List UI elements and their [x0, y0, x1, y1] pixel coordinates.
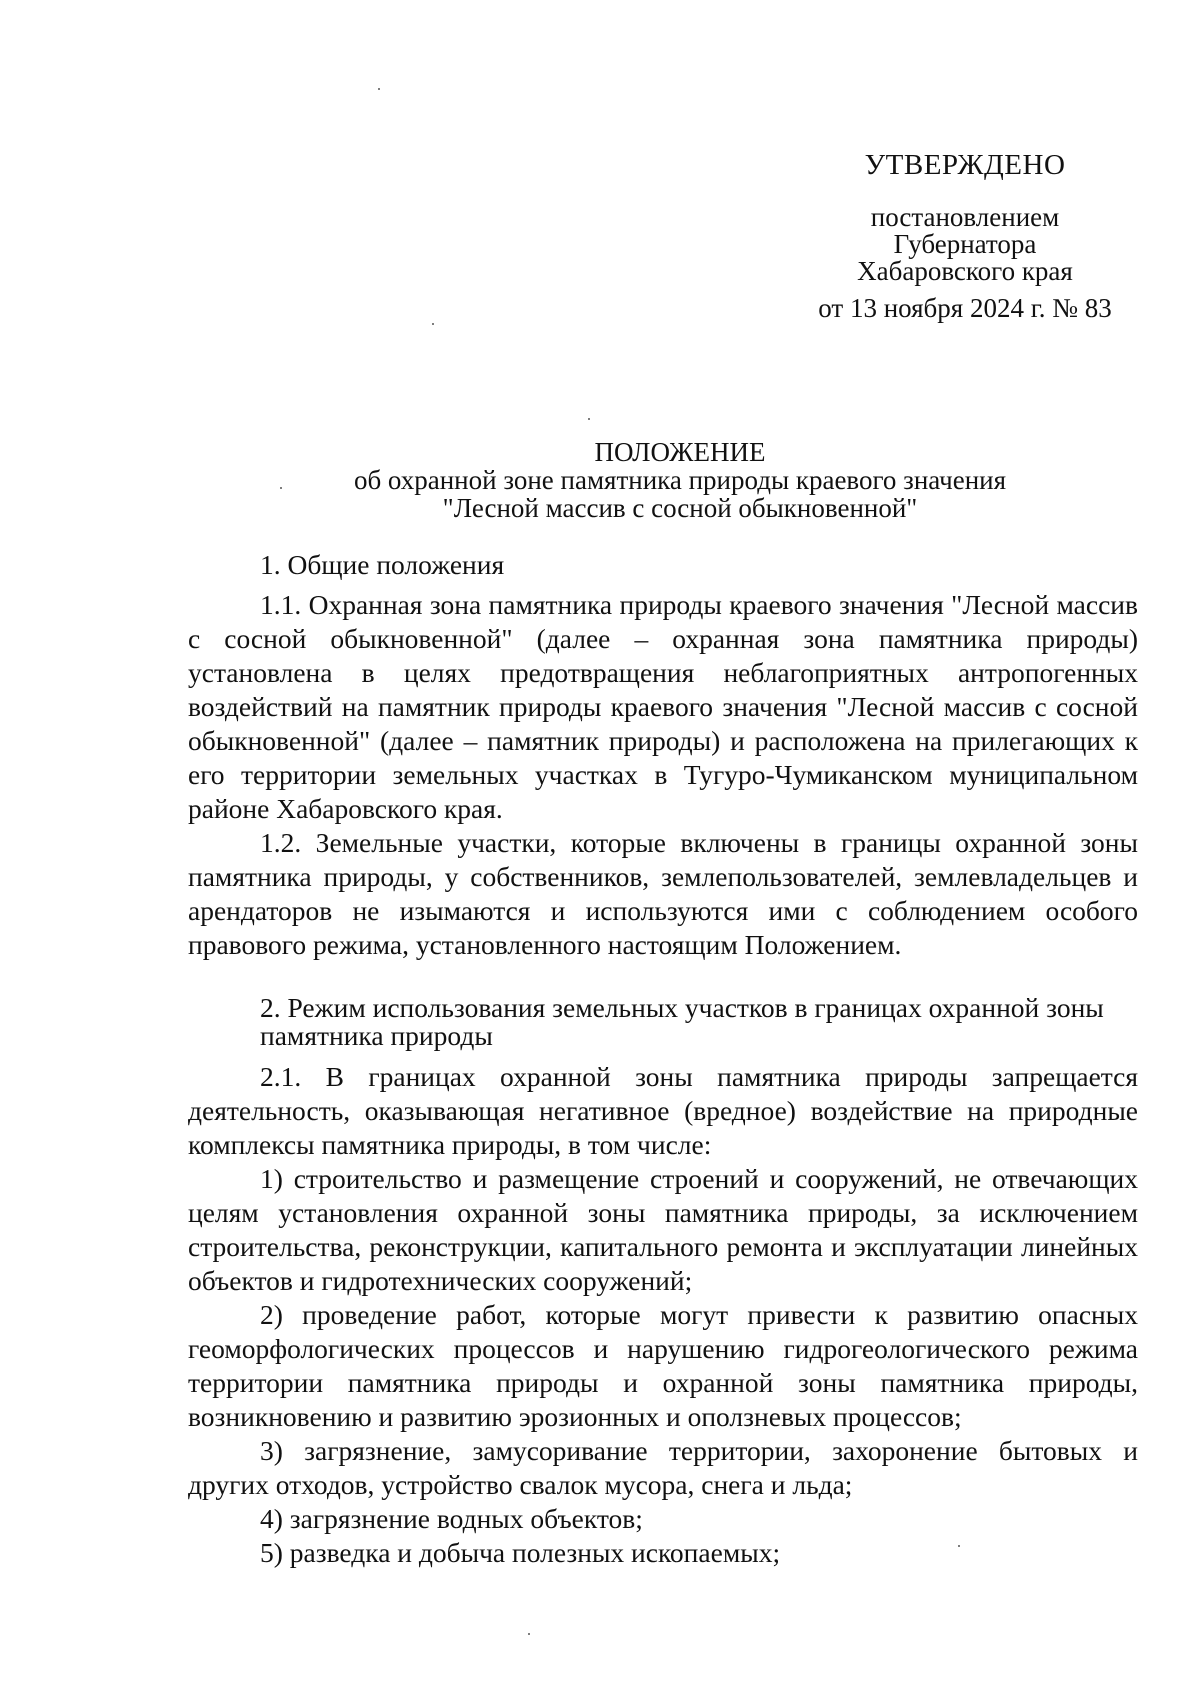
- scan-speck: [378, 88, 380, 90]
- approval-line-3: Хабаровского края: [857, 256, 1073, 286]
- list-item-1: 1) строительство и размещение строений и сооружений, не отвечающих целям установления охранной зоны памятника природы, за исключением строительства, реконструкции, капитального ремонта и эксплуатации линейных объектов и гидротехнических сооружений;: [188, 1163, 1138, 1296]
- scan-speck: [958, 1545, 960, 1547]
- document-subtitle-line-1: об охранной зоне памятника природы краевого значения: [353, 465, 1007, 495]
- paragraph-1-1: 1.1. Охранная зона памятника природы краевого значения "Лесной массив с сосной обыкновенной" (далее – охранная зона памятника природы) установлена в целях предотвращения неблагоприятных антропогенных воздействий на памятник природы краевого значения "Лесной массив с сосной обыкновенной" (далее – памятник природы) и расположена на прилегающих к его территории земельных участках в Тугуро-Чумиканском муниципальном районе Хабаровского края.: [188, 589, 1138, 824]
- paragraph-1-2: 1.2. Земельные участки, которые включены в границы охранной зоны памятника природы, у собственников, землепользователей, землевладельцев и арендаторов не изымаются и используются ими с соблюдением особого правового режима, установленного настоящим Положением.: [188, 827, 1138, 960]
- list-item-4: 4) загрязнение водных объектов;: [260, 1503, 643, 1534]
- scan-speck: [588, 418, 590, 420]
- approval-line-1: постановлением: [870, 202, 1060, 232]
- approval-date: от 13 ноября 2024 г. № 83: [818, 293, 1112, 323]
- list-item-3: 3) загрязнение, замусоривание территории, захоронение бытовых и других отходов, устройство свалок мусора, снега и льда;: [188, 1435, 1138, 1500]
- approval-line-2: Губернатора: [893, 229, 1037, 259]
- paragraph-2-1: 2.1. В границах охранной зоны памятника природы запрещается деятельность, оказывающая негативное (вредное) воздействие на природные комплексы памятника природы, в том числе:: [188, 1061, 1138, 1160]
- section-1-heading: 1. Общие положения: [260, 549, 505, 580]
- approval-title: УТВЕРЖДЕНО: [864, 149, 1066, 181]
- document-title: ПОЛОЖЕНИЕ: [594, 437, 766, 467]
- approval-block: [790, 150, 1140, 322]
- document-body: [188, 548, 1138, 1570]
- list-item-5: 5) разведка и добыча полезных ископаемых;: [260, 1537, 781, 1568]
- scan-speck: [280, 487, 282, 489]
- scan-speck: [528, 1633, 530, 1635]
- list-item-2: 2) проведение работ, которые могут привести к развитию опасных геоморфологических процессов и нарушению гидрогеологического режима территории памятника природы и охранной зоны памятника природы, возникновению и развитию эрозионных и оползневых процессов;: [188, 1299, 1138, 1432]
- document-title-block: [180, 438, 1180, 522]
- section-2-heading: 2. Режим использования земельных участков в границах охранной зоны памятника природы: [260, 992, 1104, 1051]
- document-subtitle-line-2: "Лесной массив с сосной обыкновенной": [442, 493, 918, 523]
- scan-speck: [432, 323, 434, 325]
